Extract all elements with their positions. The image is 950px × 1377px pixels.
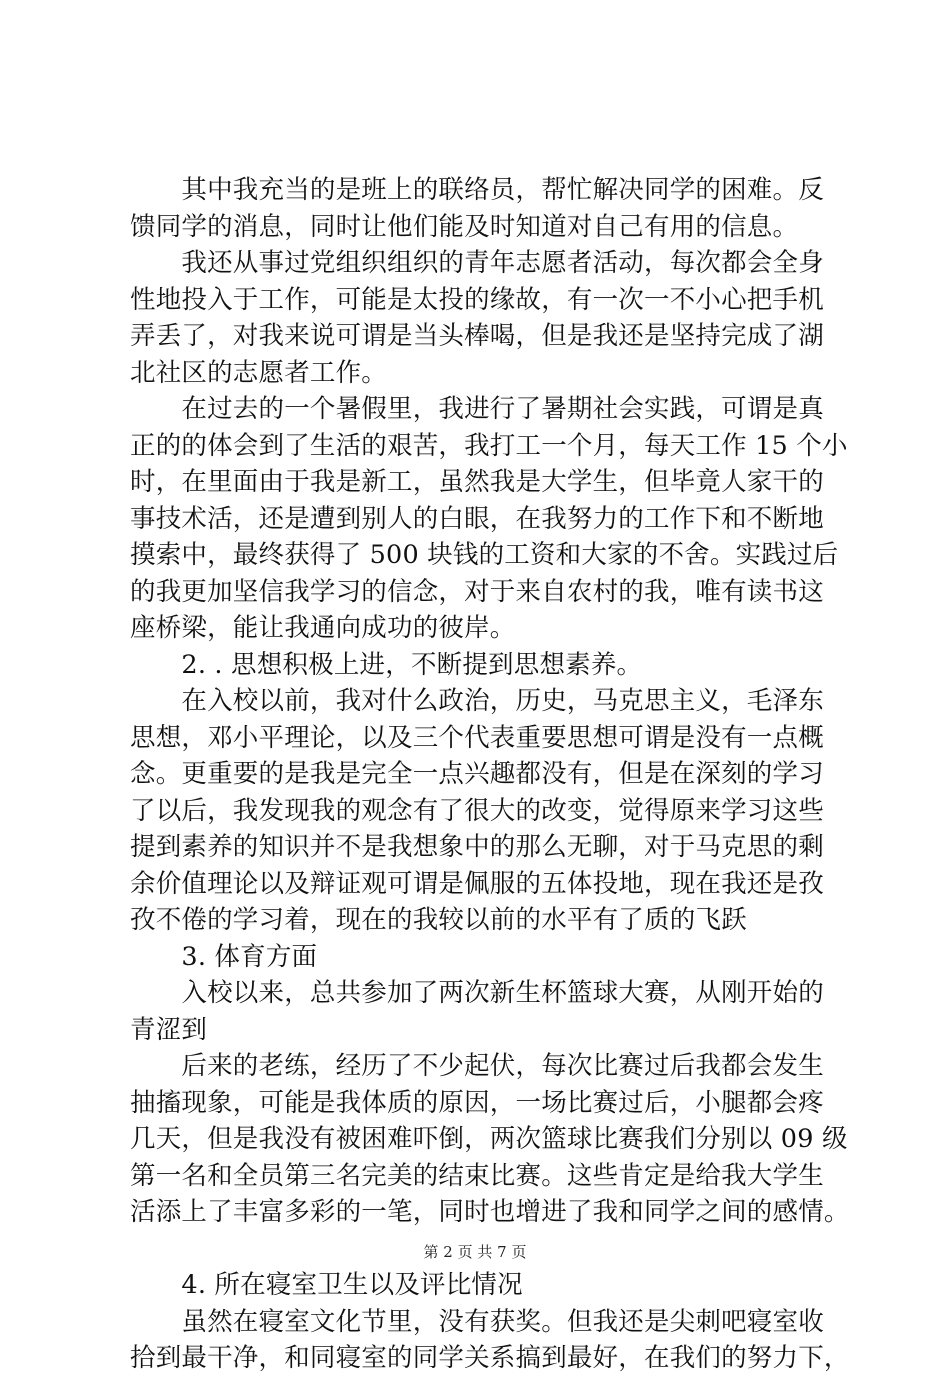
text-line: 正的的体会到了生活的艰苦，我打工一个月，每天工作 15 个小 [130, 430, 848, 461]
text-line: 念。更重要的是我是完全一点兴趣都没有，但是在深刻的学习 [130, 759, 824, 789]
text-line: 座桥梁，能让我通向成功的彼岸。 [130, 613, 516, 643]
text-line: 其中我充当的是班上的联络员，帮忙解决同学的困难。反 [130, 175, 824, 205]
text-line: 我还从事过党组织组织的青年志愿者活动，每次都会全身 [130, 248, 824, 278]
text-line: 在入校以前，我对什么政治，历史，马克思主义，毛泽东 [130, 686, 824, 716]
document-body [130, 172, 850, 1377]
text-line: 孜不倦的学习着，现在的我较以前的水平有了质的飞跃 [130, 905, 747, 935]
text-line: 了以后，我发现我的观念有了很大的改变，觉得原来学习这些 [130, 795, 824, 826]
text-line: 摸索中，最终获得了 500 块钱的工资和大家的不舍。实践过后 [130, 540, 839, 570]
text-line: 馈同学的消息，同时让他们能及时知道对自己有用的信息。 [130, 211, 799, 242]
text-line: 在过去的一个暑假里，我进行了暑期社会实践，可谓是真 [130, 394, 824, 424]
text-line: 北社区的志愿者工作。 [130, 357, 388, 388]
text-line: 入校以来，总共参加了两次新生杯篮球大赛，从刚开始的 [130, 978, 824, 1008]
text-line: 思想，邓小平理论，以及三个代表重要思想可谓是没有一点概 [130, 722, 824, 753]
text-line: 提到素养的知识并不是我想象中的那么无聊，对于马克思的剩 [130, 832, 824, 862]
text-line: 时，在里面由于我是新工，虽然我是大学生，但毕竟人家干的 [130, 467, 824, 497]
page-number-footer: 第 2 页 共 7 页 [423, 1243, 527, 1261]
text-line: 几天，但是我没有被困难吓倒，两次篮球比赛我们分别以 09 级 [130, 1124, 848, 1154]
text-line: 4. 所在寝室卫生以及评比情况 [130, 1270, 523, 1300]
text-line: 第一名和全员第三名完美的结束比赛。这些肯定是给我大学生 [130, 1160, 824, 1191]
text-line: 弄丢了，对我来说可谓是当头棒喝，但是我还是坚持完成了湖 [130, 321, 824, 351]
text-line: 事技术活，还是遭到别人的白眼，在我努力的工作下和不断地 [130, 503, 824, 534]
text-line: 活添上了丰富多彩的一笔，同时也增进了我和同学之间的感情。 [130, 1197, 850, 1227]
text-line: 抽搐现象，可能是我体质的原因，一场比赛过后，小腿都会疼 [130, 1087, 824, 1118]
text-line: 青涩到 [130, 1014, 208, 1045]
text-line: 3. 体育方面 [130, 941, 318, 972]
text-line: 虽然在寝室文化节里，没有获奖。但我还是尖刺吧寝室收 [130, 1306, 824, 1337]
text-line: 拾到最干净，和同寝室的同学关系搞到最好，在我们的努力下， [130, 1343, 850, 1373]
text-line: 的我更加坚信我学习的信念，对于来自农村的我，唯有读书这 [130, 576, 824, 607]
text-line: 后来的老练，经历了不少起伏，每次比赛过后我都会发生 [130, 1051, 824, 1081]
text-line: 性地投入于工作，可能是太投的缘故，有一次一不小心把手机 [130, 284, 824, 315]
text-line: 2. . 思想积极上进，不断提到思想素养。 [130, 649, 643, 680]
text-line: 余价值理论以及辩证观可谓是佩服的五体投地，现在我还是孜 [130, 868, 824, 899]
